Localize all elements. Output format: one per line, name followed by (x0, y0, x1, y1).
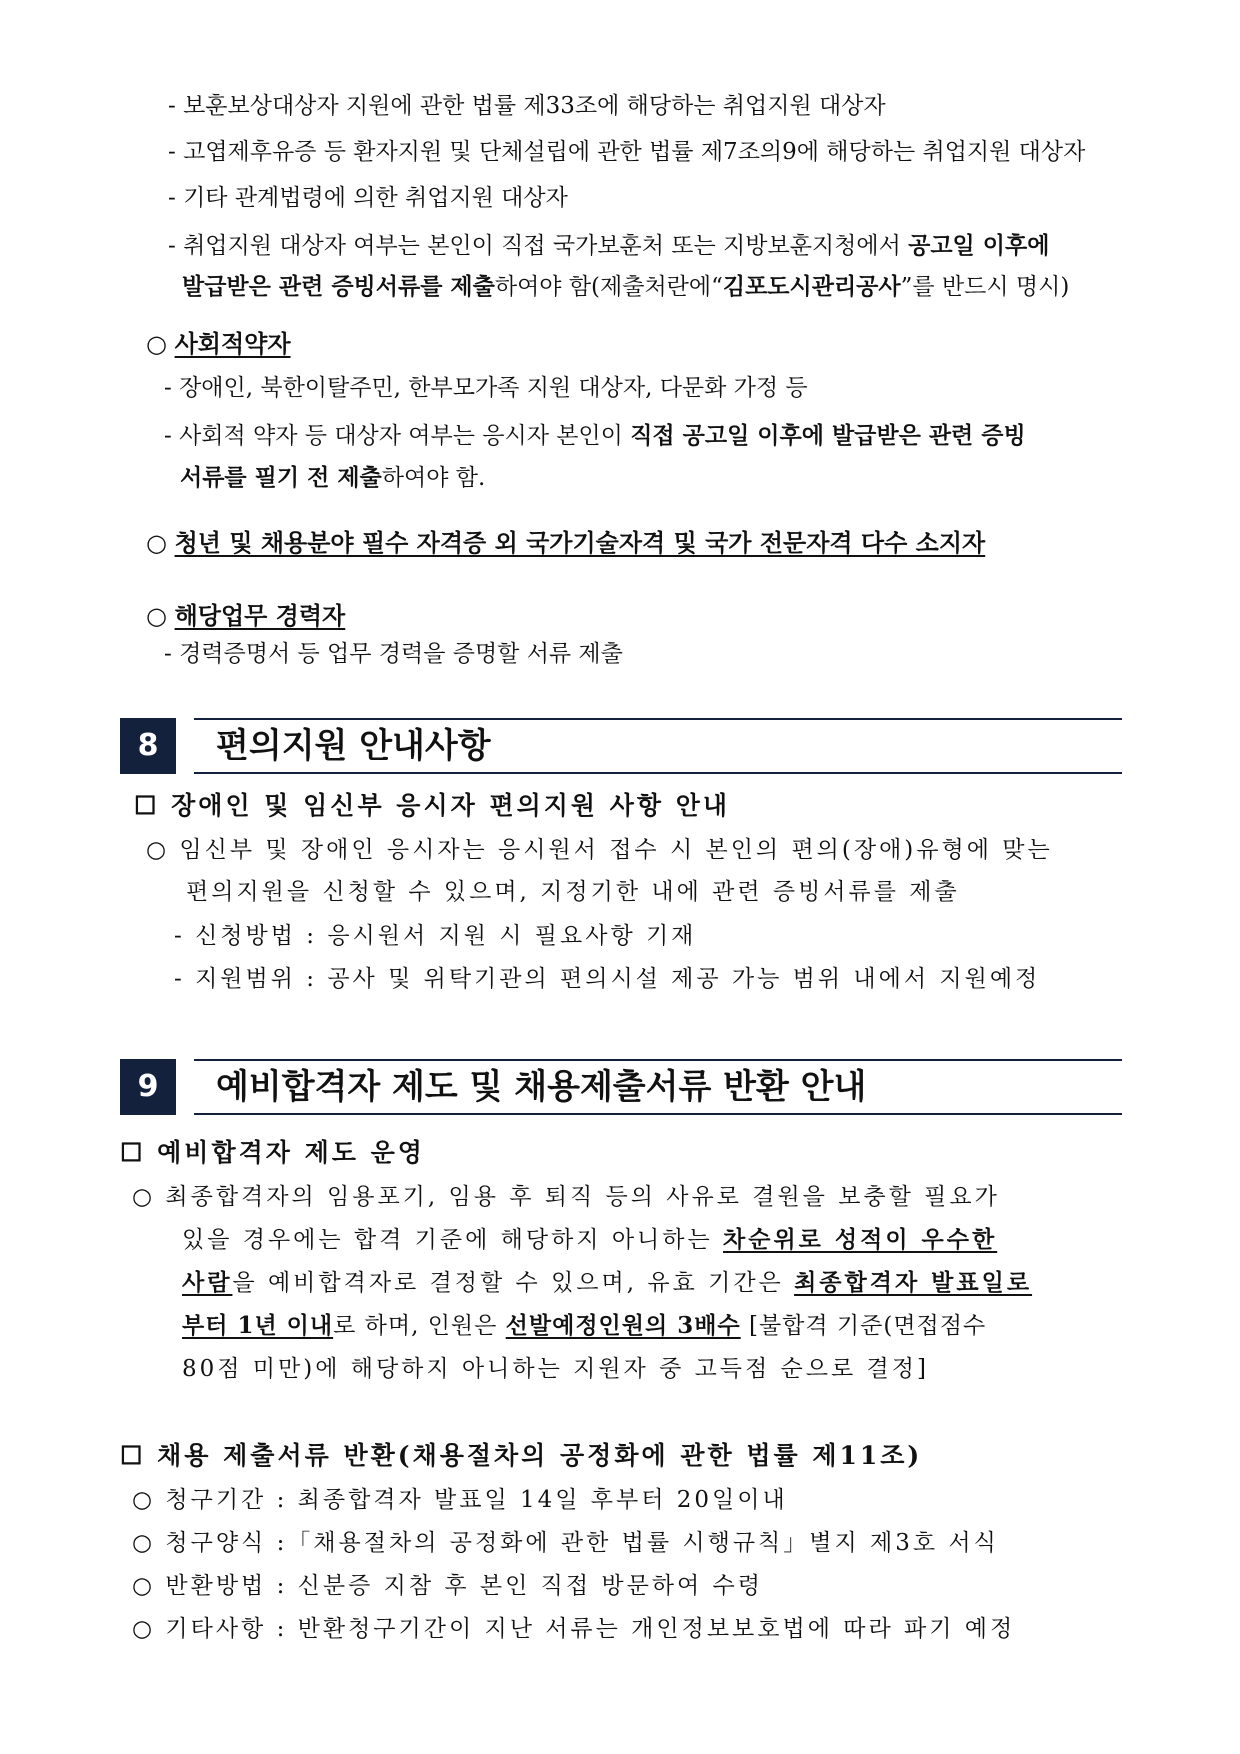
note-emphasis: 공고일 이후에 (908, 232, 1050, 259)
header-rule-bottom (194, 772, 1122, 774)
subheading-text: 장애인 및 임신부 응시자 편의지원 사항 안내 (171, 791, 731, 820)
career-title: 해당업무 경력자 (174, 601, 346, 630)
bullet-line: - 장애인, 북한이탈주민, 한부모가족 지원 대상자, 다문화 가정 등 (164, 375, 808, 401)
circle-bullet-icon: ○ (146, 837, 170, 863)
section-title: 예비합격자 제도 및 채용제출서류 반환 안내 (216, 1067, 867, 1107)
bullet-line: - 기타 관계법령에 의한 취업지원 대상자 (168, 185, 568, 211)
emphasis-text: 사람 (182, 1269, 233, 1296)
note-text: 하여야 함. (381, 465, 486, 491)
company-name: 김포도시관리공사 (722, 273, 901, 300)
note-emphasis: 직접 공고일 이후에 발급받은 관련 증빙 (630, 422, 1026, 449)
social-title: 사회적약자 (174, 329, 291, 358)
list-item-text: 반환방법 : 신분증 지참 후 본인 직접 방문하여 수령 (165, 1573, 763, 1599)
paragraph-line (146, 834, 1053, 866)
bullet-line: - 신청방법 : 응시원서 지원 시 필요사항 기재 (174, 923, 697, 949)
paragraph-line (182, 1224, 997, 1256)
list-item (132, 1527, 999, 1559)
note-text: ”를 반드시 명시) (900, 274, 1070, 300)
list-item (132, 1613, 1015, 1645)
bullet-line: - 보훈보상대상자 지원에 관한 법률 제33조에 해당하는 취업지원 대상자 (168, 93, 886, 119)
paragraph-text: 로 하며, 인원은 (333, 1313, 506, 1339)
note-text: - 취업지원 대상자 여부는 본인이 직접 국가보훈처 또는 지방보훈지청에서 (168, 233, 909, 259)
paragraph-text: 최종합격자의 임용포기, 임용 후 퇴직 등의 사유로 결원을 보충할 필요가 (165, 1184, 1000, 1210)
circle-bullet-icon: ○ (132, 1616, 156, 1642)
section-title: 편의지원 안내사항 (216, 726, 491, 766)
social-heading (146, 328, 291, 360)
bullet-line: - 경력증명서 등 업무 경력을 증명할 서류 제출 (164, 641, 623, 667)
social-note-line-1 (164, 420, 1026, 452)
emphasis-text: 선발예정인원의 3배수 (505, 1312, 741, 1339)
youth-heading (146, 527, 985, 559)
subheading-text: 채용 제출서류 반환(채용절차의 공정화에 관한 법률 제11조) (157, 1441, 923, 1470)
paragraph-line (182, 1267, 1032, 1299)
section-9-subheading-1 (120, 1137, 425, 1169)
circle-bullet-icon: ○ (132, 1530, 156, 1556)
note-text: - 사회적 약자 등 대상자 여부는 응시자 본인이 (164, 423, 631, 449)
header-rule-bottom (194, 1113, 1122, 1115)
paragraph-line: 편의지원을 신청할 수 있으며, 지정기한 내에 관련 증빙서류를 제출 (186, 879, 960, 905)
list-item-text: 청구기간 : 최종합격자 발표일 14일 후부터 20일이내 (165, 1487, 788, 1513)
paragraph-text: 임신부 및 장애인 응시자는 응시원서 접수 시 본인의 편의(장애)유형에 맞는 (179, 837, 1053, 863)
paragraph-text: [불합격 기준(면접점수 (740, 1313, 987, 1339)
circle-bullet-icon: ○ (132, 1573, 156, 1599)
square-bullet-icon: ☐ (120, 1138, 146, 1167)
career-heading (146, 600, 345, 632)
circle-bullet-icon: ○ (132, 1184, 156, 1210)
circle-bullet-icon: ○ (146, 602, 167, 630)
note-line-1 (168, 230, 1049, 262)
youth-title: 청년 및 채용분야 필수 자격증 외 국가기술자격 및 국가 전문자격 다수 소지자 (174, 528, 986, 557)
square-bullet-icon: ☐ (134, 791, 160, 820)
paragraph-line (182, 1310, 986, 1342)
emphasis-text: 부터 1년 이내 (182, 1312, 334, 1339)
note-text: 하여야 함(제출처란에“ (494, 274, 723, 300)
square-bullet-icon: ☐ (120, 1441, 146, 1470)
section-number: 9 (120, 1059, 176, 1115)
note-emphasis: 서류를 필기 전 제출 (180, 464, 382, 491)
list-item-text: 기타사항 : 반환청구기간이 지난 서류는 개인정보보호법에 따라 파기 예정 (165, 1616, 1016, 1642)
list-item (132, 1570, 763, 1602)
paragraph-line: 80점 미만)에 해당하지 아니하는 지원자 중 고득점 순으로 결정] (182, 1356, 929, 1382)
paragraph-text: 있을 경우에는 합격 기준에 해당하지 아니하는 (182, 1227, 724, 1253)
emphasis-text: 최종합격자 발표일로 (794, 1269, 1033, 1296)
section-8-subheading (134, 790, 730, 822)
section-9-header (120, 1059, 1122, 1115)
list-item (132, 1484, 788, 1516)
bullet-line: - 고엽제후유증 등 환자지원 및 단체설립에 관한 법률 제7조의9에 해당하는 취업지원 대상자 (168, 139, 1086, 165)
section-8-header (120, 718, 1122, 774)
paragraph-text: 을 예비합격자로 결정할 수 있으며, 유효 기간은 (232, 1270, 795, 1296)
bullet-line: - 지원범위 : 공사 및 위탁기관의 편의시설 제공 가능 범위 내에서 지원예정 (174, 966, 1041, 992)
circle-bullet-icon: ○ (146, 330, 167, 358)
list-item-text: 청구양식 :「채용절차의 공정화에 관한 법률 시행규칙」별지 제3호 서식 (165, 1530, 999, 1556)
section-number: 8 (120, 718, 176, 774)
note-emphasis: 발급받은 관련 증빙서류를 제출 (182, 273, 495, 300)
section-9-subheading-2 (120, 1440, 922, 1472)
subheading-text: 예비합격자 제도 운영 (157, 1138, 425, 1167)
social-note-line-2 (180, 462, 485, 494)
circle-bullet-icon: ○ (146, 529, 167, 557)
note-line-2 (182, 271, 1069, 303)
circle-bullet-icon: ○ (132, 1487, 156, 1513)
paragraph-line (132, 1181, 1000, 1213)
emphasis-text: 차순위로 성적이 우수한 (723, 1226, 998, 1253)
